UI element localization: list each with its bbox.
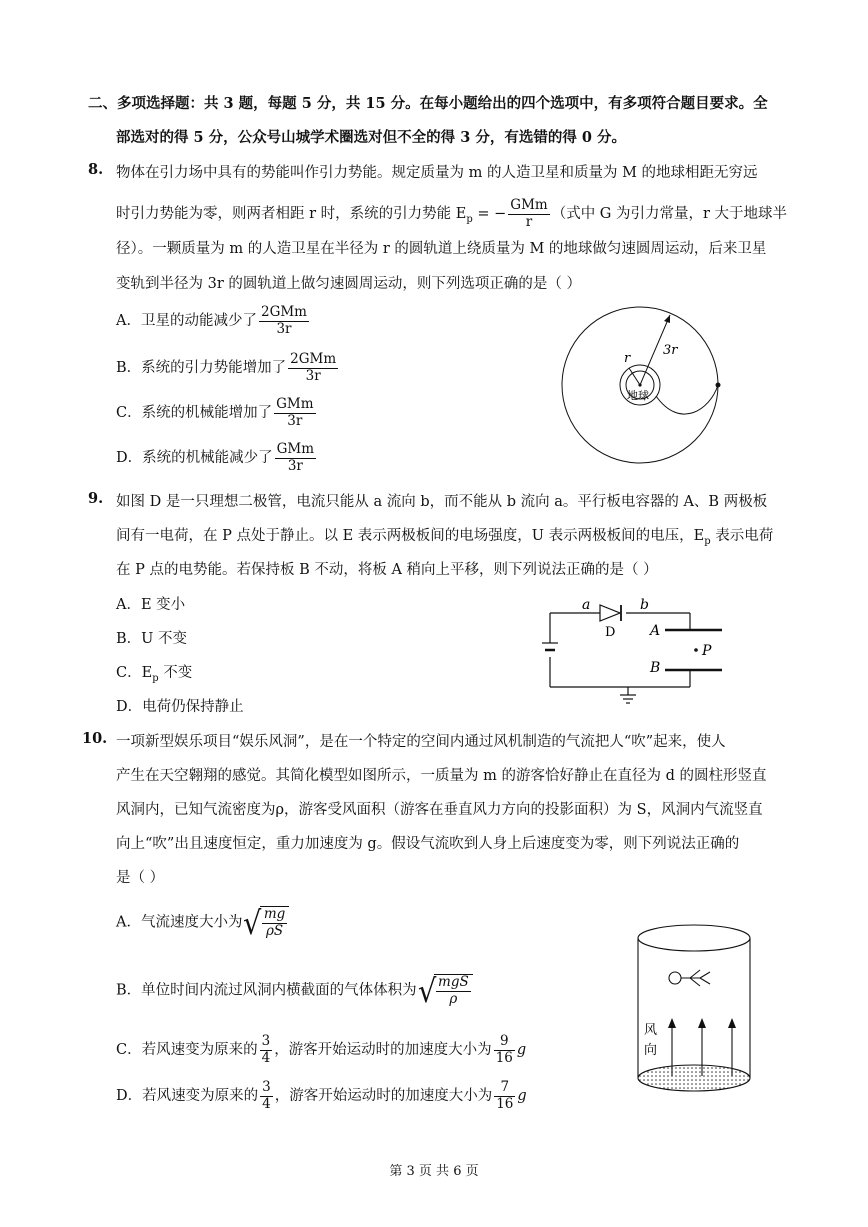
q9-number: 9. bbox=[88, 490, 104, 507]
q10-wind-tunnel-figure bbox=[630, 918, 760, 1103]
label-b: b bbox=[640, 597, 649, 613]
q9-line2: 间有一电荷，在 P 点处于静止。以 E 表示两极板间的电场强度，U 表示两极板间的电压，$E_p$ 表示电荷 bbox=[116, 528, 774, 547]
q10-option-a: A．气流速度大小为√ $\frac{mg}{\rho S}$ bbox=[116, 906, 289, 939]
page-footer: 第 3 页 共 6 页 bbox=[389, 1164, 479, 1179]
3r-label: 3r bbox=[663, 343, 678, 358]
q9-option-c: C．$E_p$ 不变 bbox=[116, 665, 193, 684]
earth-label: 地球 bbox=[627, 389, 649, 402]
q8-option-a: A．卫星的动能减少了 $\frac{\text{2GMm}}{3r}$ bbox=[116, 304, 307, 337]
wind-label-1: 风 bbox=[644, 1023, 658, 1038]
q8-orbit-figure bbox=[560, 290, 730, 470]
transfer-orbit bbox=[656, 385, 718, 414]
fan-base bbox=[638, 1065, 750, 1091]
wind-label-2: 向 bbox=[644, 1043, 658, 1058]
section-heading-line2: 部选对的得 5 分，公众号山城学术圈选对但不全的得 3 分，有选错的得 0 分。 bbox=[116, 129, 627, 146]
q9-option-a: A．E 变小 bbox=[116, 597, 186, 613]
q10-line1: 一项新型娱乐项目“娱乐风洞”，是在一个特定的空间内通过风机制造的气流把人“吹”起来，使人 bbox=[116, 734, 726, 750]
q8-option-b: B．系统的引力势能增加了 $\frac{\text{2GMm}}{3r}$ bbox=[116, 351, 337, 384]
q10-line4: 向上“吹”出且速度恒定，重力加速度为 g。假设气流吹到人身上后速度变为零，则下列说法正确的 bbox=[116, 836, 740, 852]
q10-number: 10. bbox=[82, 730, 108, 747]
q8-option-d: D．系统的机械能减少了 $\frac{\text{GMm}}{3r}$ bbox=[116, 441, 315, 474]
q8-option-c: C．系统的机械能增加了 $\frac{\text{GMm}}{3r}$ bbox=[116, 396, 314, 429]
q8-number: 8. bbox=[88, 161, 104, 178]
point-p bbox=[694, 648, 698, 652]
q9-option-b: B．U 不变 bbox=[116, 631, 187, 647]
q9-line3: 在 P 点的电势能。若保持板 B 不动，将板 A 稍向上平移，则下列说法正确的是（ ） bbox=[116, 562, 658, 578]
q8-line1: 物体在引力场中具有的势能叫作引力势能。规定质量为 m 的人造卫星和质量为 M 的地球相距无穷远 bbox=[116, 165, 758, 181]
q10-line3: 风洞内，已知气流密度为ρ，游客受风面积（游客在垂直风力方向的投影面积）为 S，风洞内气流竖直 bbox=[116, 802, 763, 818]
q10-option-c: C．若风速变为原来的 $\frac{3}{4}$ ，游客开始运动时的加速度大小为 $\frac{9}{16}$ g bbox=[116, 1033, 527, 1066]
q8-energy-fraction: $\frac{\text{GMm}}{r}$ bbox=[510, 197, 548, 230]
label-plate-b: B bbox=[650, 660, 661, 676]
radius-r-arrow bbox=[629, 368, 640, 385]
label-a: a bbox=[582, 597, 591, 613]
label-p: P bbox=[702, 643, 712, 659]
q10-line2: 产生在天空翱翔的感觉。其简化模型如图所示，一质量为 m 的游客恰好静止在直径为 d 的圆柱形竖直 bbox=[116, 768, 767, 784]
q10-line5: 是（ ） bbox=[116, 870, 165, 886]
section-heading-line1: 二、多项选择题：共 3 题，每题 5 分，共 15 分。在每小题给出的四个选项中，有多项符合题目要求。全 bbox=[88, 95, 768, 112]
q8-line4: 变轨到半径为 3r 的圆轨道上做匀速圆周运动，则下列选项正确的是（ ） bbox=[116, 276, 581, 292]
q8-line2: 时引力势能为零，则两者相距 r 时，系统的引力势能 $E_p$ = − $\frac{\text{GMm}}{r}$ （式中 G 为引力常量，r 大于地球半 bbox=[116, 197, 788, 230]
q8-line3: 径）。一颗质量为 m 的人造卫星在半径为 r 的圆轨道上绕质量为 M 的地球做匀速圆周运动，后来卫星 bbox=[116, 241, 767, 257]
q9-option-d: D．电荷仍保持静止 bbox=[116, 699, 244, 715]
label-plate-a: A bbox=[650, 623, 661, 639]
tourist-icon bbox=[669, 970, 710, 986]
q9-line1: 如图 D 是一只理想二极管，电流只能从 a 流向 b，而不能从 b 流向 a。平行板电容器的 A、B 两极板 bbox=[116, 494, 768, 510]
diode-triangle bbox=[600, 605, 620, 621]
q10-option-b: B．单位时间内流过风洞内横截面的气体体积为√ $\frac{\text{mgS}}{\rho}$ bbox=[116, 974, 473, 1007]
satellite-dot bbox=[716, 383, 721, 388]
label-d: D bbox=[605, 625, 616, 640]
q10-option-d: D．若风速变为原来的 $\frac{3}{4}$ ，游客开始运动时的加速度大小为 $\frac{7}{16}$ g bbox=[116, 1079, 527, 1112]
q9-circuit-figure bbox=[540, 595, 740, 705]
r-label: r bbox=[624, 351, 631, 366]
